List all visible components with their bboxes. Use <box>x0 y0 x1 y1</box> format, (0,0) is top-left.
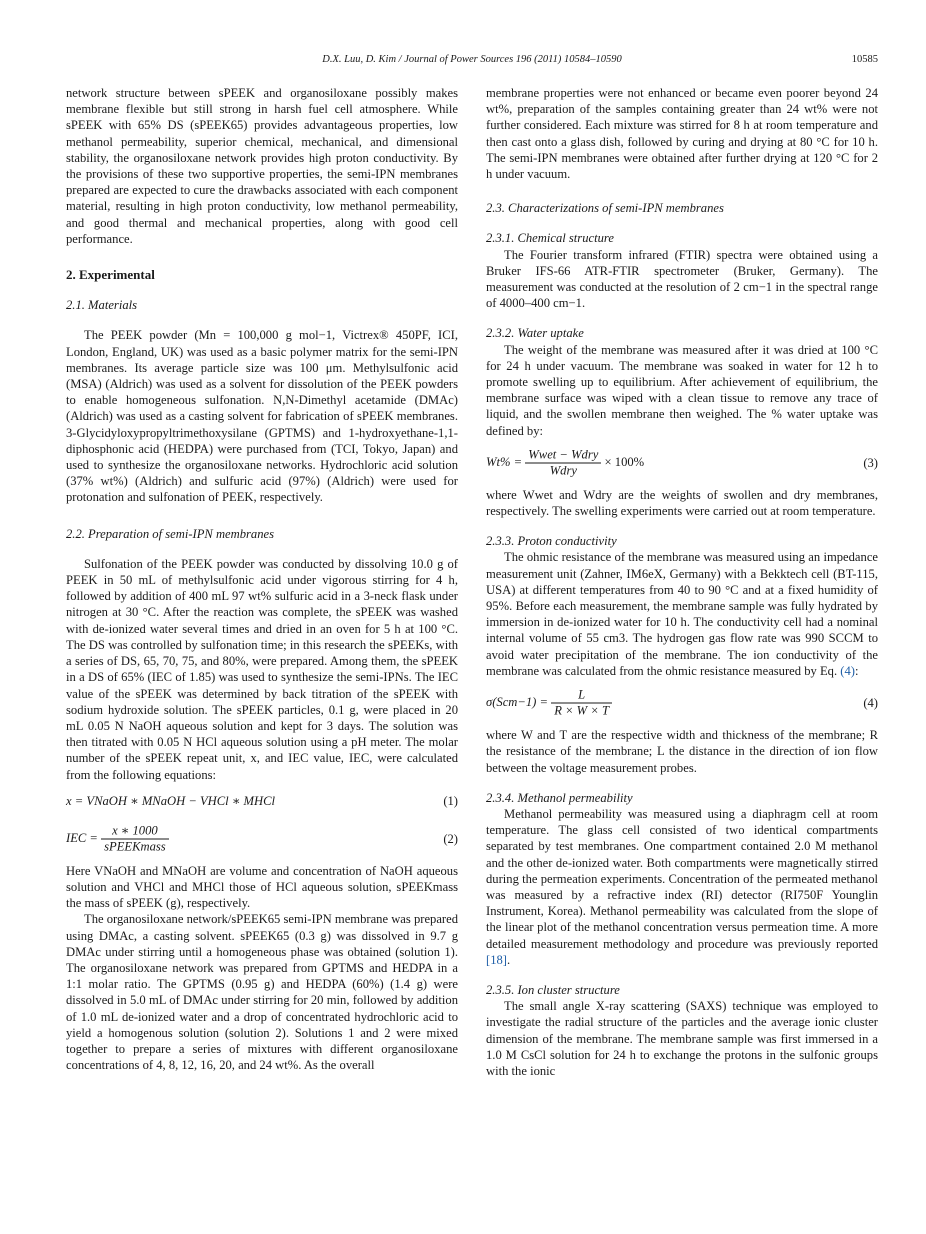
section-heading-experimental: 2. Experimental <box>66 267 155 283</box>
reference-18-link[interactable]: [18] <box>486 952 507 967</box>
equation-3-body <box>486 447 644 478</box>
running-header <box>66 54 878 70</box>
subsection-heading-proton-conductivity: 2.3.3. Proton conductivity <box>486 534 617 549</box>
equation-2 <box>66 819 458 859</box>
equation-2-denominator: sPEEKmass <box>104 839 166 854</box>
equation-4-variables-paragraph: where W and T are the respective width and thickness of the membrane; R the resistance of the membrane; L the distance in the direction of ion flow between the voltage measurement probes. <box>486 728 878 775</box>
equation-1-number: (1) <box>443 793 458 808</box>
variables-paragraph: Here VNaOH and MNaOH are volume and concentration of NaOH aqueous solution and VHCl and MHCl those of HCl aqueous solution, sPEEKmass the mass of sPEEK (g), respectively. <box>66 863 458 911</box>
intro-paragraph: network structure between sPEEK and organosiloxane possibly makes membrane flexible but still strong in harsh fuel cell atmosphere. While sPEEK with 65% DS (sPEEK65) provides advantageous properties, low methanol permeability, superior chemical, mechanical, and dimensional stability, the organosiloxane network provides high proton conductivity. By the provisions of these two supportive properties, the semi-IPN membranes prepared are expected to cure the drawbacks associated with each component material, resulting in high proton conductivity, low methanol permeability, and good thermal and mechanical properties, along with good cell performance. <box>66 86 458 246</box>
equation-2-numerator: x ∗ 1000 <box>101 823 169 839</box>
equation-2-body <box>66 823 169 854</box>
water-uptake-paragraph: The weight of the membrane was measured after it was dried at 100 °C for 24 h under vacuum. The membrane was soaked in water for 12 h to promote swelling up to equilibrium. After achievement of equilibrium, the membrane surface was wiped with a clean tissue to remove any trace of liquid, and the swollen membrane then weighed. The % water uptake was defined by: <box>486 342 878 438</box>
continuation-paragraph: membrane properties were not enhanced or became even poorer beyond 24 wt%, preparation of the samples containing greater than 24 wt% were not further considered. Each mixture was stirred for 8 h at room temperature and then cast onto a glass dish, followed by curing and drying at 80 °C for 10 h. The semi-IPN membranes were obtained after further drying at 120 °C for 2 h under vacuum. <box>486 86 878 182</box>
equation-1-body: x = VNaOH ∗ MNaOH − VHCl ∗ MHCl <box>66 793 276 808</box>
right-column <box>486 85 878 1079</box>
equation-3-tail: × 100% <box>604 454 645 469</box>
proton-conductivity-paragraph: The ohmic resistance of the membrane was measured using an impedance measurement unit (Zahner, IM6eX, Germany) with a Bekktech cell (BT-115, USA) at different temperatures from 40 to 90 °C and at a fixed humidity of 95%. Before each measurement, the membrane sample was fully hydrated by immersion in de-ionized water for 10 h. The conductivity cell had a nominal internal volume of 55 cm3. The hydrogen gas flow rate was 990 SCCM to avoid water precipitation of the membrane. The ion conductivity of the membrane was calculated from the ohmic resistance measured by Eq. (4): <box>486 550 878 678</box>
materials-paragraph: The PEEK powder (Mn = 100,000 g mol−1, Victrex® 450PF, ICI, London, England, UK) was used as a basic polymer matrix for the semi-IPN membranes. Its average particle size was 100 μm. Methylsulfonic acid (MSA) (Aldrich) was used as a solvent for dissolution of the PEEK powders to enable homogeneous sulfonation. N,N-Dimethyl acetamide (DMAc) (Aldrich) was used as a casting solvent for fabrication of sPEEK membranes. 3-Glycidyloxypropyltrimethoxysilane (GPTMS) and 1-hydroxyethane-1,1-diphosphonic acid (HEDPA) were purchased from (TCI, Tokyo, Japan) and used to synthesize the organosiloxane networks. Hydrochloric acid solution (37% wt%) (Aldrich) and sulfuric acid (97%) (Aldrich) were used for protonation and sulfonation of PEEK, respectively. <box>66 328 458 505</box>
subsection-heading-chemical-structure: 2.3.1. Chemical structure <box>486 231 614 246</box>
equation-4-lhs: σ(Scm−1) = <box>486 694 549 709</box>
equation-1 <box>66 787 458 815</box>
equation-2-number: (2) <box>443 831 458 846</box>
subsection-heading-materials: 2.1. Materials <box>66 298 138 313</box>
equation-4-fraction <box>551 688 612 719</box>
equation-4-link[interactable]: (4) <box>840 663 855 678</box>
journal-citation: D.X. Luu, D. Kim / Journal of Power Sources 196 (2011) 10584–10590 <box>322 54 622 65</box>
equation-3-fraction <box>525 447 601 478</box>
equation-2-lhs: IEC = <box>66 830 98 845</box>
subsection-heading-characterizations: 2.3. Characterizations of semi-IPN membranes <box>486 201 724 216</box>
subsection-heading-preparation: 2.2. Preparation of semi-IPN membranes <box>66 526 275 541</box>
equation-3-number: (3) <box>863 455 878 470</box>
equation-3-lhs: Wt% = <box>486 454 523 469</box>
equation-3-numerator: Wwet − Wdry <box>525 447 601 463</box>
preparation-paragraph: Sulfonation of the PEEK powder was conducted by dissolving 10.0 g of PEEK in 50 mL of methylsulfonic acid under vigorous stirring for 4 h, followed by addition of 400 mL 97 wt% sulfuric acid in a 3-neck flask under nitrogen at 30 °C. After the reaction was complete, the sPEEK was washed with de-ionized water several times and dried in an oven for 5 h at 100 °C. The DS was controlled by sulfonation time; in this research the sPEEKs, with a series of DS, 65, 70, 75, and 80%, were prepared. Among them, the sPEEK in a DS of 65% (IEC of 1.85) was used to synthesize the semi-IPNs. The IEC value of the sPEEK was determined by back titration of the sPEEK with sodium hydroxide solution. The sPEEK particles, 0.1 g, were placed in 20 mL 0.05 N NaOH aqueous solution and kept for 3 days. The solution was then titrated with 0.05 N HCl aqueous solution using a pH meter. The molar number of the sPEEK repeat unit, x, and IEC value, IEC, were calculated from the following equations: <box>66 556 458 782</box>
subsection-heading-methanol-permeability: 2.3.4. Methanol permeability <box>486 790 633 805</box>
swelling-paragraph: where Wwet and Wdry are the weights of swollen and dry membranes, respectively. The swelling experiments were carried out at room temperature. <box>486 487 878 519</box>
subsection-heading-water-uptake: 2.3.2. Water uptake <box>486 326 584 341</box>
chemical-structure-paragraph: The Fourier transform infrared (FTIR) spectra were obtained using a Bruker IFS-66 ATR-FTIR spectrometer (Bruker, Germany). The measurement was conducted at the resolution of 2 cm−1 in the spectral range of 4000–400 cm−1. <box>486 247 878 311</box>
page-number: 10585 <box>851 54 878 65</box>
equation-4 <box>486 683 878 723</box>
methanol-permeability-text: Methanol permeability was measured using a diaphragm cell at room temperature. The glass cell consisted of two identical compartments separated by test membranes. One compartment contained 2.0 M methanol and the other de-ionized water. Both compartments were magnetically stirred during the permeation experiments. Concentration of the permeated methanol was measured by a refractive index (RI) detector (RI750F Younglin Instrument, Korea). Methanol permeability was calculated from the slope of the linear plot of the methanol concentration versus permeation time. A more detailed measurement methodology and procedure was previously reported <box>486 806 878 951</box>
proton-conductivity-text: The ohmic resistance of the membrane was measured using an impedance measurement unit (Zahner, IM6eX, Germany) with a Bekktech cell (BT-115, USA) at different temperatures from 40 to 90 °C and at a fixed humidity of 95%. Before each measurement, the membrane sample was fully hydrated by immersion in de-ionized water for 10 h. The conductivity cell had a nominal internal volume of 55 cm3. The hydrogen gas flow rate was 990 SCCM to avoid water precipitation of the membrane. The ion conductivity of the membrane was calculated from the ohmic resistance measured by Eq. <box>486 550 878 678</box>
ion-cluster-paragraph: The small angle X-ray scattering (SAXS) technique was employed to investigate the radial structure of the particles and the average ionic cluster dimension of the membrane. The membrane sample was first immersed in a 1.0 M CsCl solution for 24 h to exchange the protons in the sulfonic groups with the ionic <box>486 999 878 1078</box>
subsection-heading-ion-cluster: 2.3.5. Ion cluster structure <box>486 982 620 997</box>
equation-4-denominator: R × W × T <box>554 703 609 718</box>
equation-4-number: (4) <box>863 695 878 710</box>
equation-4-numerator: L <box>551 688 612 704</box>
equation-3 <box>486 443 878 483</box>
equation-4-body <box>486 688 612 719</box>
equation-2-fraction <box>101 823 169 854</box>
methanol-permeability-paragraph: Methanol permeability was measured using a diaphragm cell at room temperature. The glass cell consisted of two identical compartments separated by test membranes. One compartment contained 2.0 M methanol and the other de-ionized water. Both compartments were magnetically stirred during the permeation experiments. Concentration of the permeated methanol was measured by a refractive index (RI) detector (RI750F Younglin Instrument, Korea). Methanol permeability was calculated from the slope of the linear plot of the methanol concentration versus permeation time. A more detailed measurement methodology and procedure was previously reported [18]. <box>486 806 878 967</box>
organosiloxane-paragraph: The organosiloxane network/sPEEK65 semi-IPN membrane was prepared using DMAc, a casting solvent. sPEEK65 (0.3 g) was dissolved in 9.7 g DMAc under stirring until a homogeneous phase was obtained (solution 1). The organosiloxane network was prepared from GPTMS and HEDPA in a 1:1 molar ratio. The GPTMS (0.95 g) and HEDPA (60%) (1.4 g) were dissolved in 5.0 mL of DMAc under stirring for 20 min, followed by addition of 1.0 mL de-ionized water and a drop of concentrated hydrochloric acid to yield a homogenous solution (solution 2). Solutions 1 and 2 were mixed together to prepare a series of mixtures with different organosiloxane concentrations of 4, 8, 12, 16, 20, and 24 wt%. As the overall <box>66 912 458 1073</box>
left-column <box>66 85 458 1073</box>
equation-3-denominator: Wdry <box>549 463 577 478</box>
